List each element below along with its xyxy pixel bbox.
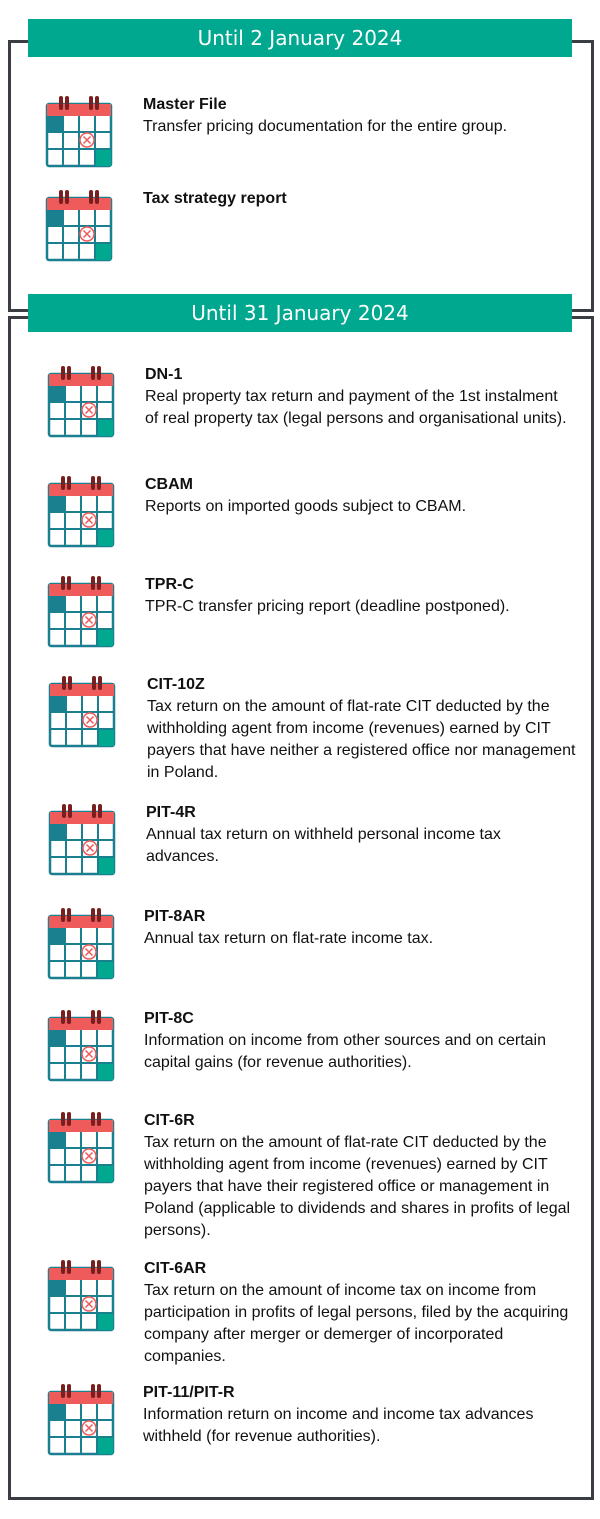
deadline-title: CIT-6R — [144, 1112, 195, 1129]
calendar-icon — [47, 572, 115, 648]
deadline-description: Tax return on the amount of flat-rate CIT deducted by the withholding agent from income (revenues) earned by CIT payers that have their registered office or management in Poland (applicable to dividends and shares in profits of legal persons). — [144, 1134, 571, 1239]
deadline-title: DN-1 — [145, 366, 183, 383]
deadline-description: Reports on imported goods subject to CBAM. — [145, 498, 467, 515]
section-heading: Until 2 January 2024 — [28, 19, 572, 57]
deadline-title: TPR-C — [145, 576, 194, 593]
deadline-title: Tax strategy report — [143, 190, 287, 207]
deadline-title: Master File — [143, 96, 227, 113]
deadline-description: Information return on income and income tax advances withheld (for revenue authorities). — [143, 1406, 534, 1445]
calendar-icon — [47, 904, 115, 980]
deadline-title: CBAM — [145, 476, 193, 493]
deadline-description: Transfer pricing documentation for the entire group. — [143, 118, 508, 135]
deadline-title: PIT-4R — [146, 804, 196, 821]
calendar-icon — [48, 672, 116, 748]
calendar-icon — [47, 362, 115, 438]
section-frame-jan-2 — [8, 40, 594, 312]
deadline-description: Tax return on the amount of flat-rate CIT deducted by the withholding agent from income (revenues) earned by CIT payers that have neither a registered office nor management in Poland. — [147, 698, 576, 781]
calendar-icon — [45, 186, 113, 262]
calendar-icon — [48, 800, 116, 876]
deadline-description: Real property tax return and payment of the 1st instalment of real property tax (legal persons and organisational units). — [145, 388, 567, 427]
deadline-description: Annual tax return on flat-rate income tax. — [144, 930, 434, 947]
calendar-icon — [47, 1256, 115, 1332]
deadline-description: Tax return on the amount of income tax on income from participation in profits of legal persons, filed by the acquiring company after merger or demerger of incorporated companies. — [144, 1282, 569, 1365]
calendar-icon — [47, 472, 115, 548]
calendar-icon — [47, 1108, 115, 1184]
calendar-icon — [47, 1380, 115, 1456]
deadline-title: CIT-6AR — [144, 1260, 207, 1277]
deadline-description: Annual tax return on withheld personal income tax advances. — [146, 826, 501, 865]
calendar-icon — [47, 1006, 115, 1082]
deadline-title: PIT-8AR — [144, 908, 206, 925]
deadline-title: PIT-11/PIT-R — [143, 1384, 235, 1401]
section-heading: Until 31 January 2024 — [28, 294, 572, 332]
deadline-description: TPR-C transfer pricing report (deadline postponed). — [145, 598, 510, 615]
deadline-title: PIT-8C — [144, 1010, 194, 1027]
deadline-description: Information on income from other sources and on certain capital gains (for revenue authorities). — [144, 1032, 546, 1071]
deadline-title: CIT-10Z — [147, 676, 205, 693]
calendar-icon — [45, 92, 113, 168]
